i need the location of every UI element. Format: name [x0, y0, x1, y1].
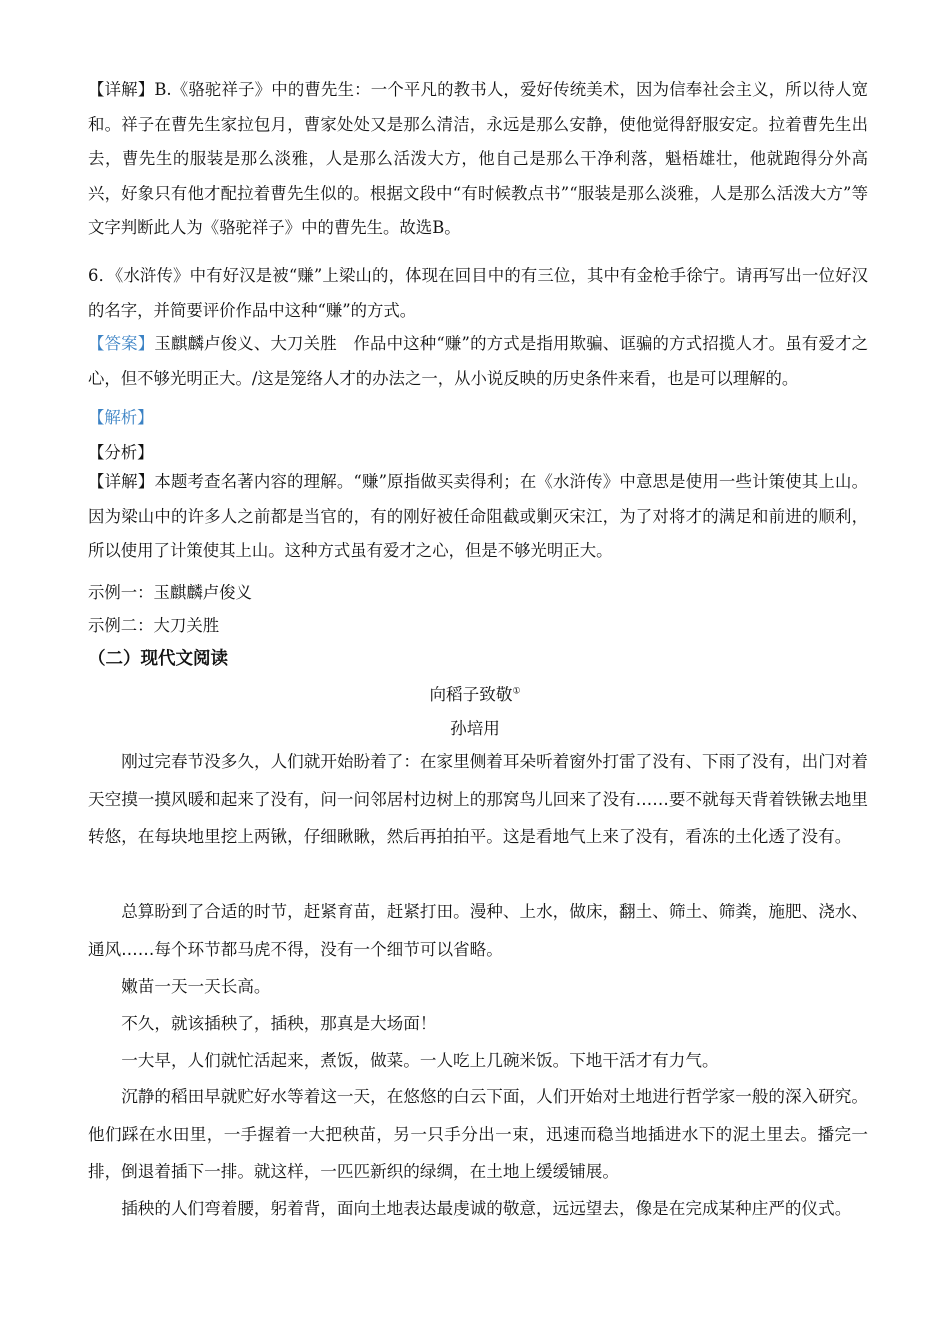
article-title-note: ① — [512, 686, 521, 697]
article-paragraph-7: 插秧的人们弯着腰，躬着背，面向土地表达最虔诚的敬意，远远望去，像是在完成某种庄严的仪式。 — [121, 1199, 852, 1218]
q6-detail-text: 本题考查名著内容的理解。“赚”原指做买卖得利；在《水浒传》中意思是使用一些计策使其上山。因为梁山中的许多人之前都是当官的，有的刚好被任命阻截或剿灭宋江，为了对将才的满足和前进的顺利，所以使用了计策使其上山。这种方式虽有爱才之心，但是不够光明正大。 — [88, 472, 868, 561]
q6-question: 6．《水浒传》中有好汉是被“赚”上梁山的，体现在回目中的有三位，其中有金枪手徐宁。请再写出一位好汉的名字，并简要评价作品中这种“赚”的方式。 — [88, 266, 868, 320]
q5-detail-paragraph — [88, 73, 868, 246]
section-heading: （二）现代文阅读 — [88, 649, 228, 669]
q6-detail-paragraph — [88, 465, 868, 569]
article-paragraph-1: 刚过完春节没多久，人们就开始盼着了：在家里侧着耳朵听着窗外打雷了没有、下雨了没有，出门对着天空摸一摸风暖和起来了没有，问一问邻居村边树上的那窝鸟儿回来了没有……要不就每天背着铁锹去地里转悠，在每块地里挖上两锹，仔细瞅瞅，然后再拍拍平。这是看地气上来了没有，看冻的土化透了没有。 — [88, 752, 868, 846]
article-author: 孙培用 — [450, 719, 500, 738]
q6-answer-paragraph — [88, 327, 868, 396]
q6-answer-text: 玉麒麟卢俊义、大刀关胜 作品中这种“赚”的方式是指用欺骗、诓骗的方式招揽人才。虽有爱才之心，但不够光明正大。/这是笼络人才的办法之一，从小说反映的历史条件来看，也是可以理解的。 — [88, 334, 868, 388]
q6-example-1: 示例一：玉麒麟卢俊义 — [88, 583, 252, 602]
article-paragraph-2: 总算盼到了合适的时节，赶紧育苗，赶紧打田。漫种、上水，做床，翻土、筛土、筛粪，施肥、浇水、通风……每个环节都马虎不得，没有一个细节可以省略。 — [88, 902, 868, 959]
article-paragraph-3: 嫩苗一天一天长高。 — [121, 977, 271, 996]
q6-analysis-tag: 【解析】 — [88, 408, 154, 427]
article-paragraph-4: 不久，就该插秧了，插秧，那真是大场面！ — [121, 1014, 437, 1033]
q5-detail-tag: 【详解】 — [88, 80, 155, 99]
q6-detail-tag: 【详解】 — [88, 472, 155, 491]
article-paragraph-6: 沉静的稻田早就贮好水等着这一天，在悠悠的白云下面，人们开始对土地进行哲学家一般的深入研究。他们踩在水田里，一手握着一大把秧苗，另一只手分出一束，迅速而稳当地插进水下的泥土里去。播完一排，倒退着插下一排。就这样，一匹匹新织的绿绸，在土地上缓缓铺展。 — [88, 1087, 868, 1181]
q5-detail-text: B.《骆驼祥子》中的曹先生：一个平凡的教书人，爱好传统美术，因为信奉社会主义，所以待人宽和。祥子在曹先生家拉包月，曹家处处又是那么清洁，永远是那么安静，使他觉得舒服安定。拉着曹先生出去，曹先生的服装是那么淡雅，人是那么活泼大方，他自己是那么干净利落，魁梧雄壮，他就跑得分外高兴，好象只有他才配拉着曹先生似的。根据文段中“有时候教点书”“服装是那么淡雅，人是那么活泼大方”等文字判断此人为《骆驼祥子》中的曹先生。故选B。 — [88, 80, 868, 238]
q6-example-2: 示例二：大刀关胜 — [88, 616, 220, 635]
article-title-line — [0, 681, 950, 705]
article-title: 向稻子致敬 — [429, 685, 513, 704]
q6-answer-tag: 【答案】 — [88, 334, 155, 353]
article-paragraph-5: 一大早，人们就忙活起来，煮饭，做菜。一人吃上几碗米饭。下地干活才有力气。 — [121, 1051, 719, 1070]
q6-fenxi-tag: 【分析】 — [88, 443, 154, 462]
